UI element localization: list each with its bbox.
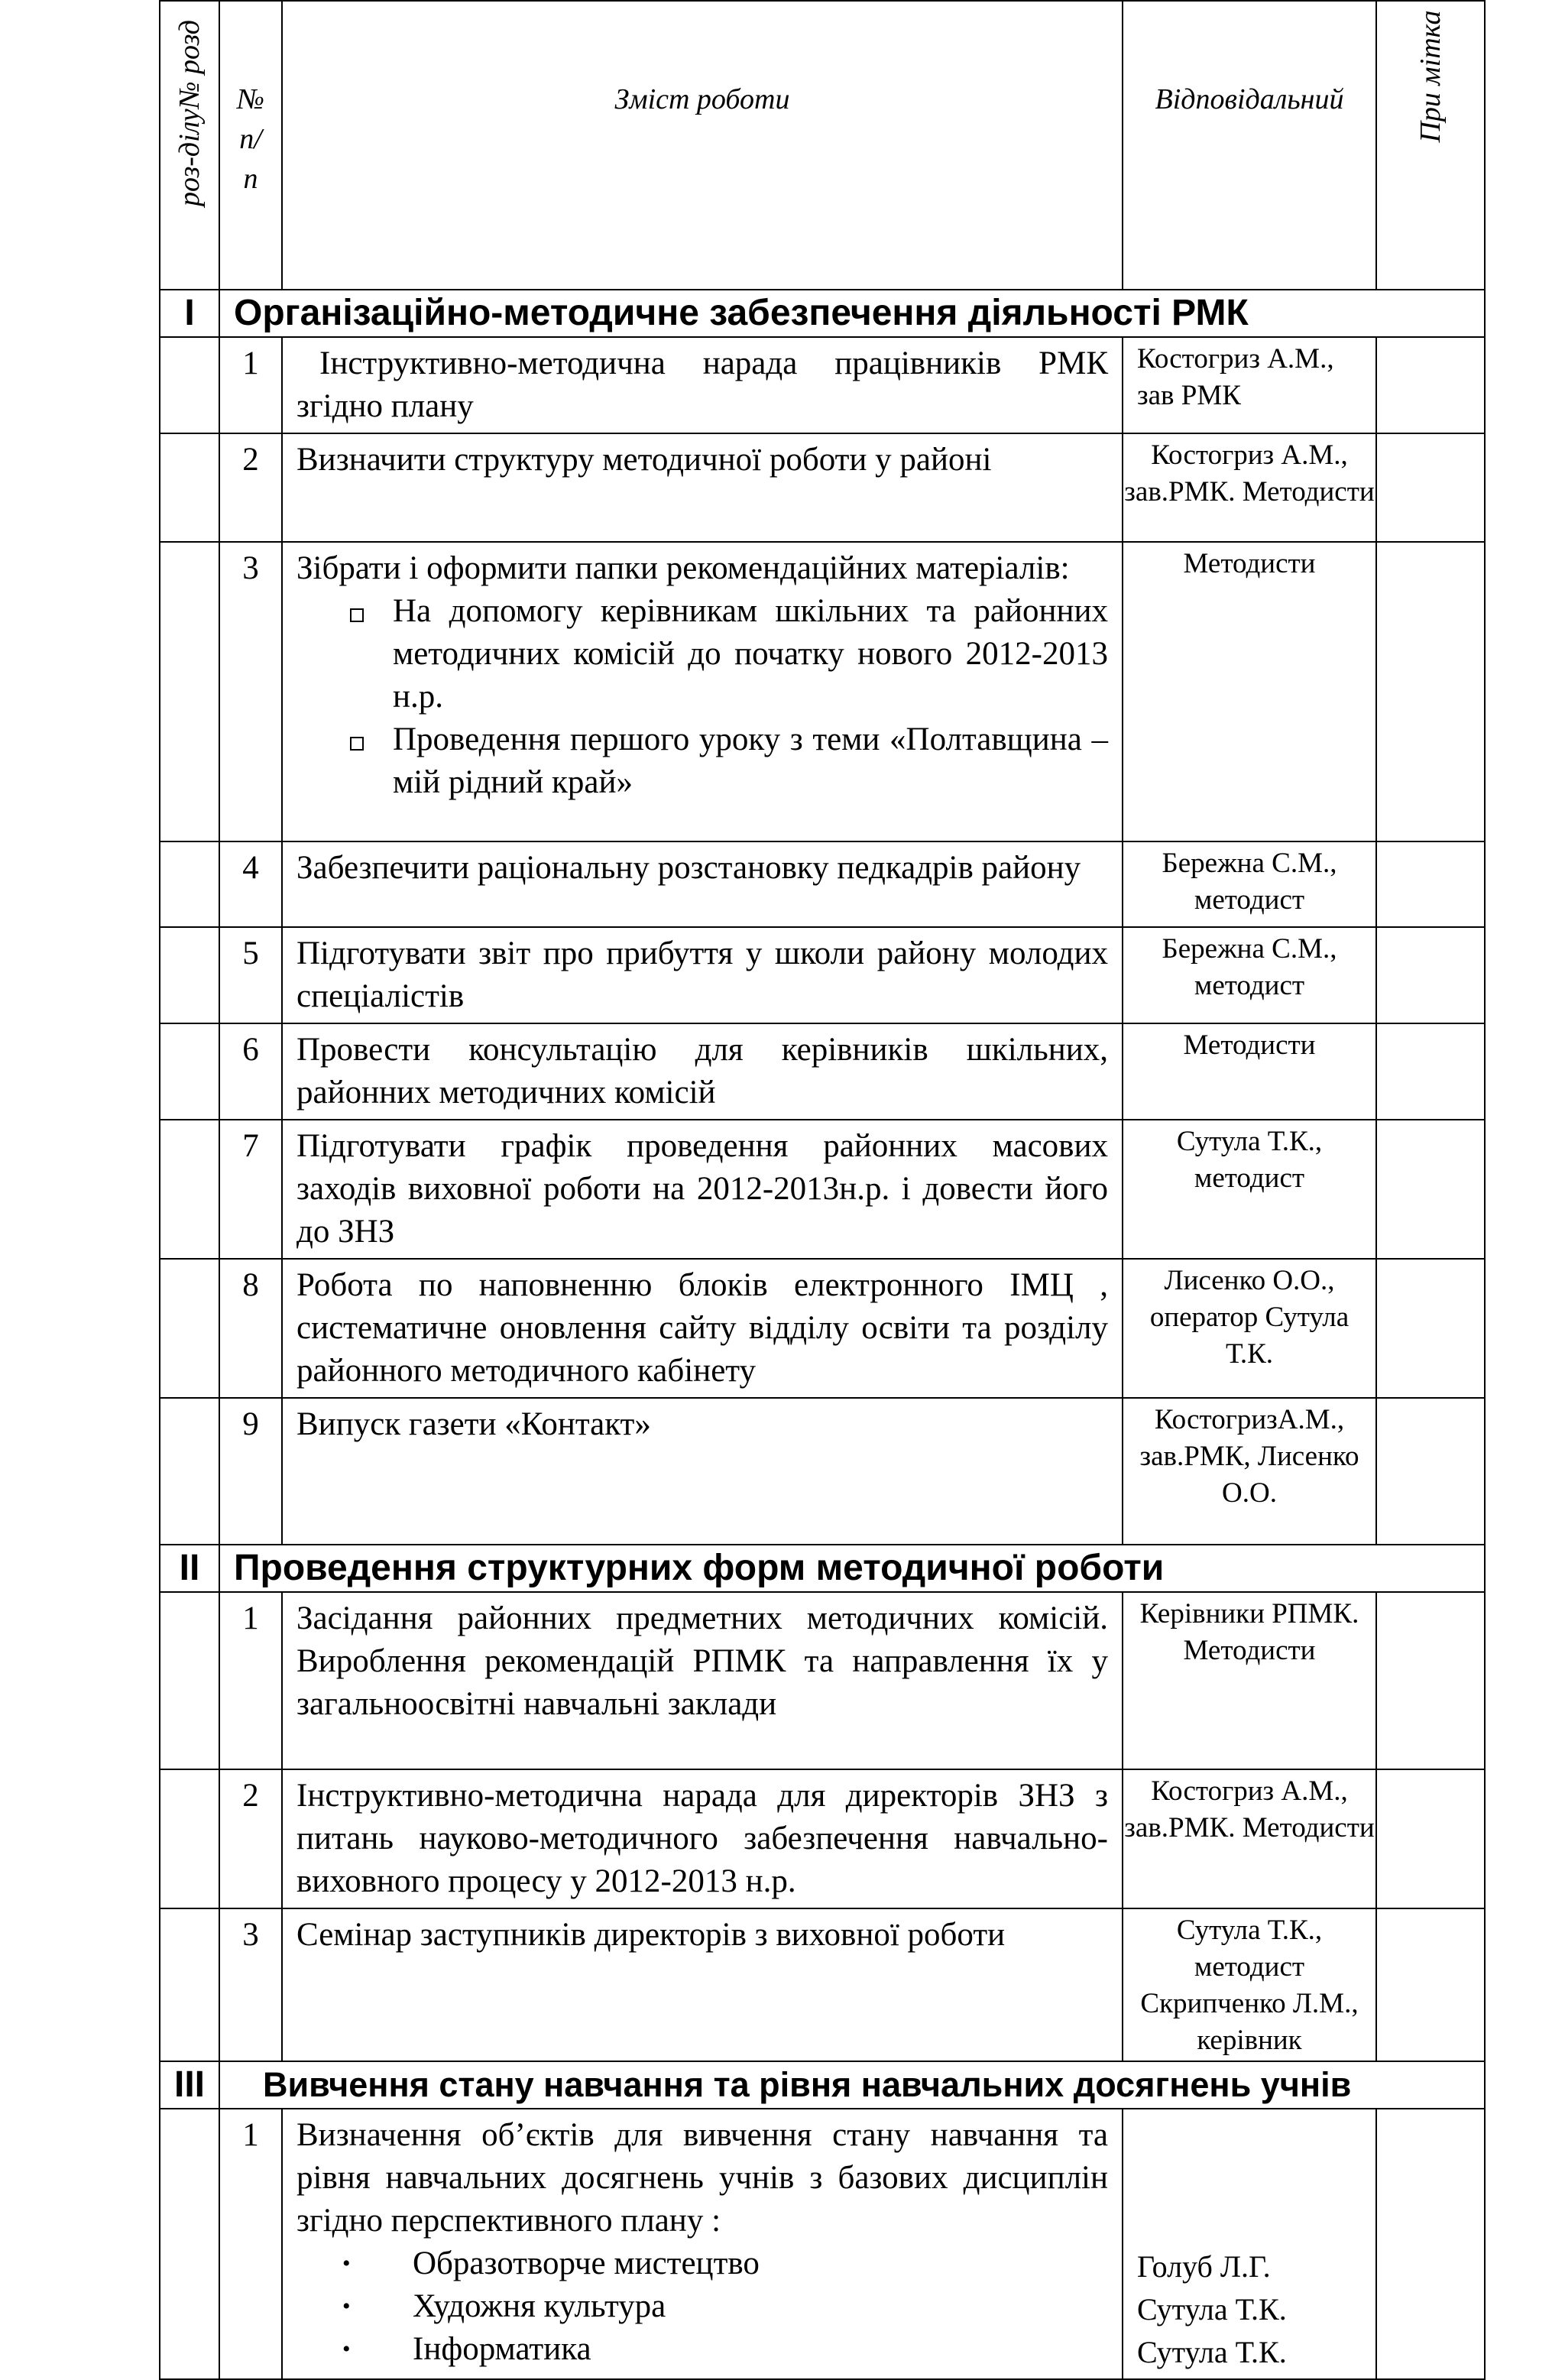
table-row	[160, 1769, 1485, 1908]
row-content: Підготувати звіт про прибуття у школи району молодих спеціалістів	[282, 927, 1123, 1023]
row-number: 9	[219, 1398, 282, 1545]
row-content: Робота по наповненню блоків електронного ІМЦ , систематичне оновлення сайту відділу освіти та розділу районного методичного кабінету	[282, 1259, 1123, 1398]
row-number: 7	[219, 1120, 282, 1259]
responsible-person: Голуб Л.Г.	[1137, 2249, 1271, 2284]
row-number: 4	[219, 841, 282, 927]
row-number: 1	[219, 337, 282, 433]
list-item: • Образотворче мистецтво	[342, 2242, 1108, 2285]
table-row	[160, 1120, 1485, 1259]
list-item: • Художня культура	[342, 2285, 1108, 2328]
table-row	[160, 1398, 1485, 1545]
header-responsible-label: Відповідальний	[1155, 83, 1344, 115]
row-responsible: КостогризА.М., зав.РМК, Лисенко О.О.	[1123, 1398, 1376, 1545]
row-content: Інструктивно-методична нарада працівників РМК згідно плану	[282, 337, 1123, 433]
table-row	[160, 1259, 1485, 1398]
responsible-person: Сутула Т.К.	[1137, 2292, 1287, 2326]
row-content: Випуск газети «Контакт»	[282, 1398, 1123, 1545]
row-responsible: Методисти	[1123, 542, 1376, 841]
bullet-list	[296, 2242, 1108, 2371]
row-responsible: Бережна С.М., методист	[1123, 841, 1376, 927]
work-plan-table	[159, 0, 1486, 2380]
table-row	[160, 1908, 1485, 2061]
row-responsible: Костогриз А.М., зав.РМК. Методисти	[1123, 1769, 1376, 1908]
row-content: Засідання районних предметних методичних комісій. Вироблення рекомендацій РПМК та направлення їх у загальноосвітні навчальні заклади	[282, 1592, 1123, 1769]
header-row	[160, 1, 1485, 290]
row-number: 3	[219, 1908, 282, 2061]
row-content: Забезпечити раціональну розстановку педкадрів району	[282, 841, 1123, 927]
row-content-intro: Зібрати і оформити папки рекомендаційних матеріалів:	[296, 550, 1070, 586]
bullet-list	[296, 590, 1108, 804]
row-number: 1	[219, 2109, 282, 2379]
table-row	[160, 927, 1485, 1023]
header-responsible-cell	[1123, 1, 1376, 290]
section-heading-row	[160, 2061, 1485, 2109]
row-number: 8	[219, 1259, 282, 1398]
responsible-person: Сутула Т.К.	[1137, 2335, 1287, 2369]
list-item: На допомогу керівникам шкільних та районних методичних комісій до початку нового 2012-2013 н.р.	[350, 590, 1108, 718]
row-responsible: Сутула Т.К., методист Скрипченко Л.М., керівник	[1123, 1908, 1376, 2061]
header-num-cell	[219, 1, 282, 290]
row-responsible: Костогриз А.М., зав РМК	[1123, 337, 1376, 433]
section-heading-row	[160, 1545, 1485, 1592]
section-heading-row	[160, 290, 1485, 337]
row-number: 5	[219, 927, 282, 1023]
row-responsible	[1123, 2109, 1376, 2379]
row-content: Провести консультацію для керівників шкільних, районних методичних комісій	[282, 1023, 1123, 1120]
row-responsible: Костогриз А.М., зав.РМК. Методисти	[1123, 433, 1376, 542]
header-note-cell	[1376, 1, 1485, 290]
header-content-label: Зміст роботи	[614, 83, 790, 115]
row-content: Інструктивно-методична нарада для директорів ЗНЗ з питань науково-методичного забезпечення навчально-виховного процесу у 2012-2013 н.р.	[282, 1769, 1123, 1908]
row-number: 6	[219, 1023, 282, 1120]
header-note-label: При мітка	[1414, 10, 1447, 143]
row-content: Визначити структуру методичної роботи у районі	[282, 433, 1123, 542]
section-roman: II	[160, 1545, 219, 1592]
row-responsible: Бережна С.М., методист	[1123, 927, 1376, 1023]
row-responsible: Сутула Т.К., методист	[1123, 1120, 1376, 1259]
section-title: Проведення структурних форм методичної роботи	[219, 1545, 1485, 1592]
section-roman: III	[160, 2061, 219, 2109]
list-item: Проведення першого уроку з теми «Полтавщина – мій рідний край»	[350, 718, 1108, 804]
header-content-cell	[282, 1, 1123, 290]
row-content	[282, 542, 1123, 841]
row-responsible: Лисенко О.О., оператор Сутула Т.К.	[1123, 1259, 1376, 1398]
table-row	[160, 337, 1485, 433]
section-title: Вивчення стану навчання та рівня навчальних досягнень учнів	[219, 2061, 1485, 2109]
table-row	[160, 2109, 1485, 2379]
row-number: 1	[219, 1592, 282, 1769]
table-row	[160, 433, 1485, 542]
header-section-label: роз-ділу№ розд	[173, 19, 206, 207]
table-row	[160, 542, 1485, 841]
section-title: Організаційно-методичне забезпечення діяльності РМК	[219, 290, 1485, 337]
header-section-cell	[160, 1, 219, 290]
row-content-intro: Визначення об’єктів для вивчення стану навчання та рівня навчальних досягнень учнів з базових дисциплін згідно перспективного плану :	[296, 2117, 1108, 2239]
row-content: Підготувати графік проведення районних масових заходів виховної роботи на 2012-2013н.р. і довести його до ЗНЗ	[282, 1120, 1123, 1259]
row-responsible: Методисти	[1123, 1023, 1376, 1120]
table-row	[160, 841, 1485, 927]
table-row	[160, 1592, 1485, 1769]
row-content: Семінар заступників директорів з виховної роботи	[282, 1908, 1123, 2061]
list-item: • Інформатика	[342, 2328, 1108, 2371]
row-responsible: Керівники РПМК. Методисти	[1123, 1592, 1376, 1769]
row-number: 3	[219, 542, 282, 841]
table-row	[160, 1023, 1485, 1120]
row-content	[282, 2109, 1123, 2379]
row-number: 2	[219, 433, 282, 542]
header-num-label: № п/ п	[237, 83, 264, 195]
section-roman: I	[160, 290, 219, 337]
row-number: 2	[219, 1769, 282, 1908]
